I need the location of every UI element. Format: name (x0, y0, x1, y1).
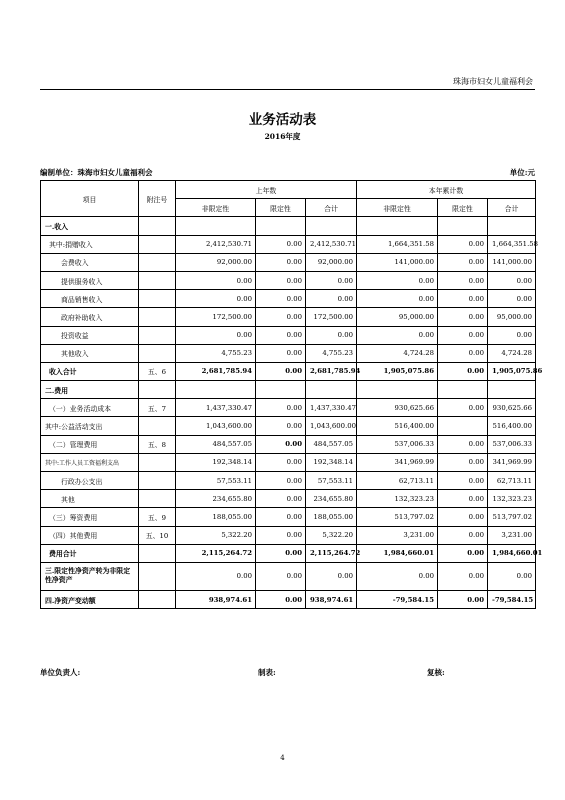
table-row (41, 381, 536, 399)
row-value: 4,724.28 (488, 344, 536, 362)
row-value: 0.00 (438, 526, 488, 544)
header-curr-year: 本年累计数 (357, 181, 536, 199)
header-curr-unrestricted: 非限定性 (357, 199, 438, 217)
header-divider (40, 89, 535, 90)
row-note: 五、9 (139, 508, 176, 526)
table-row (41, 271, 536, 289)
row-value: 0.00 (438, 362, 488, 380)
row-value: 0.00 (256, 435, 306, 453)
row-value: 0.00 (256, 271, 306, 289)
row-value (176, 217, 256, 235)
row-value: 62,713.11 (357, 472, 438, 490)
row-label: 其中:公益活动支出 (41, 417, 139, 435)
row-value: 141,000.00 (488, 253, 536, 271)
header-note: 附注号 (139, 181, 176, 217)
row-value: 0.00 (438, 508, 488, 526)
row-value: 0.00 (256, 453, 306, 471)
row-value: 4,755.23 (176, 344, 256, 362)
row-value: 537,006.33 (488, 435, 536, 453)
row-label: 会费收入 (41, 253, 139, 271)
row-value: 192,348.14 (176, 453, 256, 471)
row-note (139, 290, 176, 308)
row-value: 1,664,351.58 (488, 235, 536, 253)
row-label: （一）业务活动成本 (41, 399, 139, 417)
table-row (41, 490, 536, 508)
row-value: 0.00 (176, 326, 256, 344)
row-value: 0.00 (438, 271, 488, 289)
row-value: 516,400.00 (357, 417, 438, 435)
signature-head: 单位负责人: (40, 668, 81, 677)
row-value: 0.00 (256, 344, 306, 362)
signature-reviewer: 复核: (427, 668, 445, 677)
header-prev-unrestricted: 非限定性 (176, 199, 256, 217)
row-value: 234,655.80 (306, 490, 357, 508)
row-value: 132,323.23 (488, 490, 536, 508)
row-value: 484,557.05 (176, 435, 256, 453)
table-row (41, 253, 536, 271)
row-value: 938,974.61 (306, 590, 357, 608)
org-header: 珠海市妇女儿童福利会 (453, 77, 533, 86)
row-value: 0.00 (176, 290, 256, 308)
row-label: 其中:捐赠收入 (41, 235, 139, 253)
row-value: 930,625.66 (357, 399, 438, 417)
row-note: 五、6 (139, 362, 176, 380)
row-note (139, 308, 176, 326)
table-row (41, 362, 536, 380)
row-value: 92,000.00 (306, 253, 357, 271)
row-label: 二.费用 (41, 381, 139, 399)
row-value: 0.00 (176, 271, 256, 289)
row-note (139, 253, 176, 271)
row-value: 0.00 (438, 590, 488, 608)
row-value: 938,974.61 (176, 590, 256, 608)
row-value: 2,412,530.71 (176, 235, 256, 253)
row-note (139, 417, 176, 435)
row-value: 0.00 (256, 472, 306, 490)
table-row (41, 508, 536, 526)
row-value: 0.00 (357, 271, 438, 289)
row-value: 141,000.00 (357, 253, 438, 271)
row-label: 投资收益 (41, 326, 139, 344)
row-value (306, 381, 357, 399)
row-value: 4,724.28 (357, 344, 438, 362)
row-value: 5,322.20 (176, 526, 256, 544)
row-value: 0.00 (438, 453, 488, 471)
row-value: 516,400.00 (488, 417, 536, 435)
row-value: 484,557.05 (306, 435, 357, 453)
header-curr-total: 合计 (488, 199, 536, 217)
row-label: 一.收入 (41, 217, 139, 235)
row-value: 0.00 (256, 235, 306, 253)
row-value: 0.00 (256, 490, 306, 508)
row-value: 172,500.00 (306, 308, 357, 326)
row-label: 提供服务收入 (41, 271, 139, 289)
row-value (438, 417, 488, 435)
table-row (41, 217, 536, 235)
row-value: 0.00 (306, 326, 357, 344)
row-value: 1,043,600.00 (306, 417, 357, 435)
row-value: 0.00 (438, 344, 488, 362)
row-value (176, 381, 256, 399)
row-value (357, 381, 438, 399)
row-value (488, 217, 536, 235)
row-value: 0.00 (488, 326, 536, 344)
row-label: 其中:工作人员工资福利支出 (41, 453, 139, 471)
table-row (41, 344, 536, 362)
row-label: （三）筹资费用 (41, 508, 139, 526)
row-value: 1,437,330.47 (176, 399, 256, 417)
row-value: 0.00 (438, 472, 488, 490)
row-note: 五、7 (139, 399, 176, 417)
row-note (139, 453, 176, 471)
row-value: 0.00 (256, 308, 306, 326)
signature-preparer: 制表: (258, 668, 276, 677)
table-row (41, 290, 536, 308)
row-value: 2,115,264.72 (306, 544, 357, 562)
row-value: 513,797.02 (357, 508, 438, 526)
row-note (139, 472, 176, 490)
table-row (41, 235, 536, 253)
row-value: 0.00 (256, 290, 306, 308)
row-value: 2,681,785.94 (306, 362, 357, 380)
row-value: 0.00 (256, 253, 306, 271)
row-value: 0.00 (438, 326, 488, 344)
row-label: 商品销售收入 (41, 290, 139, 308)
row-value (438, 381, 488, 399)
table-row (41, 544, 536, 562)
table-row (41, 562, 536, 590)
row-value: 4,755.23 (306, 344, 357, 362)
table-row (41, 399, 536, 417)
row-note (139, 235, 176, 253)
row-value: 0.00 (256, 417, 306, 435)
row-value (256, 217, 306, 235)
row-value: 0.00 (306, 562, 357, 590)
row-value: 0.00 (438, 562, 488, 590)
row-value: 0.00 (306, 290, 357, 308)
row-value: 2,681,785.94 (176, 362, 256, 380)
header-curr-restricted: 限定性 (438, 199, 488, 217)
row-value: 0.00 (438, 308, 488, 326)
row-value: 1,437,330.47 (306, 399, 357, 417)
row-value: 0.00 (438, 253, 488, 271)
row-value: 192,348.14 (306, 453, 357, 471)
row-value: 62,713.11 (488, 472, 536, 490)
row-value: 1,905,075.86 (357, 362, 438, 380)
row-value: 0.00 (438, 399, 488, 417)
row-value: 57,553.11 (306, 472, 357, 490)
row-value: 92,000.00 (176, 253, 256, 271)
row-note (139, 271, 176, 289)
row-note (139, 344, 176, 362)
row-value: 234,655.80 (176, 490, 256, 508)
preparing-unit: 编制单位：珠海市妇女儿童福利会 (40, 168, 153, 177)
row-note (139, 217, 176, 235)
report-year: 2016年度 (264, 132, 301, 141)
row-value: 132,323.23 (357, 490, 438, 508)
row-label: 收入合计 (41, 362, 139, 380)
row-value: 0.00 (256, 590, 306, 608)
row-note (139, 590, 176, 608)
row-value: 0.00 (256, 508, 306, 526)
row-value: 2,115,264.72 (176, 544, 256, 562)
row-value: 2,412,530.71 (306, 235, 357, 253)
row-value: 0.00 (306, 271, 357, 289)
row-value: 513,797.02 (488, 508, 536, 526)
row-label: （四）其他费用 (41, 526, 139, 544)
row-value: 5,322.20 (306, 526, 357, 544)
header-prev-year: 上年数 (176, 181, 357, 199)
activity-statement-table (40, 180, 543, 609)
row-value: 0.00 (438, 290, 488, 308)
row-value (357, 217, 438, 235)
row-value: -79,584.15 (357, 590, 438, 608)
report-title: 业务活动表 (248, 112, 317, 128)
row-value (488, 381, 536, 399)
row-note (139, 381, 176, 399)
row-value: 0.00 (438, 490, 488, 508)
row-value: 0.00 (256, 544, 306, 562)
row-note (139, 562, 176, 590)
row-value (438, 217, 488, 235)
row-value: 0.00 (438, 435, 488, 453)
row-value: 930,625.66 (488, 399, 536, 417)
row-label: 三.限定性净资产转为非限定性净资产 (41, 562, 139, 590)
row-value: 0.00 (488, 562, 536, 590)
table-row (41, 453, 536, 471)
row-note: 五、10 (139, 526, 176, 544)
row-value: 0.00 (488, 290, 536, 308)
header-prev-total: 合计 (306, 199, 357, 217)
row-value: 1,984,660.01 (488, 544, 536, 562)
table-row (41, 590, 536, 608)
table-row (41, 472, 536, 490)
row-value: 0.00 (438, 235, 488, 253)
table-row (41, 326, 536, 344)
row-label: （二）管理费用 (41, 435, 139, 453)
row-label: 四.净资产变动额 (41, 590, 139, 608)
row-value: 1,043,600.00 (176, 417, 256, 435)
header-item: 项目 (41, 181, 139, 217)
row-value (256, 381, 306, 399)
table-row (41, 417, 536, 435)
currency-unit: 单位:元 (509, 168, 535, 177)
row-label: 其他 (41, 490, 139, 508)
row-value: 0.00 (438, 544, 488, 562)
row-value: 0.00 (256, 526, 306, 544)
row-value: 341,969.99 (357, 453, 438, 471)
row-value: 0.00 (256, 326, 306, 344)
row-note: 五、8 (139, 435, 176, 453)
row-value: 0.00 (256, 399, 306, 417)
table-row (41, 435, 536, 453)
page-number: 4 (280, 754, 285, 762)
row-value: 57,553.11 (176, 472, 256, 490)
row-value: 1,984,660.01 (357, 544, 438, 562)
row-value: 0.00 (256, 562, 306, 590)
row-label: 费用合计 (41, 544, 139, 562)
row-value: 0.00 (357, 326, 438, 344)
row-value: -79,584.15 (488, 590, 536, 608)
row-value: 0.00 (488, 271, 536, 289)
row-value: 95,000.00 (488, 308, 536, 326)
row-value: 0.00 (256, 362, 306, 380)
row-value: 3,231.00 (488, 526, 536, 544)
row-value: 188,055.00 (306, 508, 357, 526)
row-note (139, 544, 176, 562)
row-value: 1,664,351.58 (357, 235, 438, 253)
row-value: 95,000.00 (357, 308, 438, 326)
row-value: 3,231.00 (357, 526, 438, 544)
header-prev-restricted: 限定性 (256, 199, 306, 217)
row-value: 0.00 (176, 562, 256, 590)
row-value: 172,500.00 (176, 308, 256, 326)
row-value: 0.00 (357, 562, 438, 590)
table-row (41, 526, 536, 544)
row-value: 341,969.99 (488, 453, 536, 471)
row-label: 行政办公支出 (41, 472, 139, 490)
row-label: 政府补助收入 (41, 308, 139, 326)
row-note (139, 490, 176, 508)
row-value: 188,055.00 (176, 508, 256, 526)
row-note (139, 326, 176, 344)
row-label: 其他收入 (41, 344, 139, 362)
table-row (41, 308, 536, 326)
row-value (306, 217, 357, 235)
row-value: 0.00 (357, 290, 438, 308)
row-value: 537,006.33 (357, 435, 438, 453)
row-value: 1,905,075.86 (488, 362, 536, 380)
